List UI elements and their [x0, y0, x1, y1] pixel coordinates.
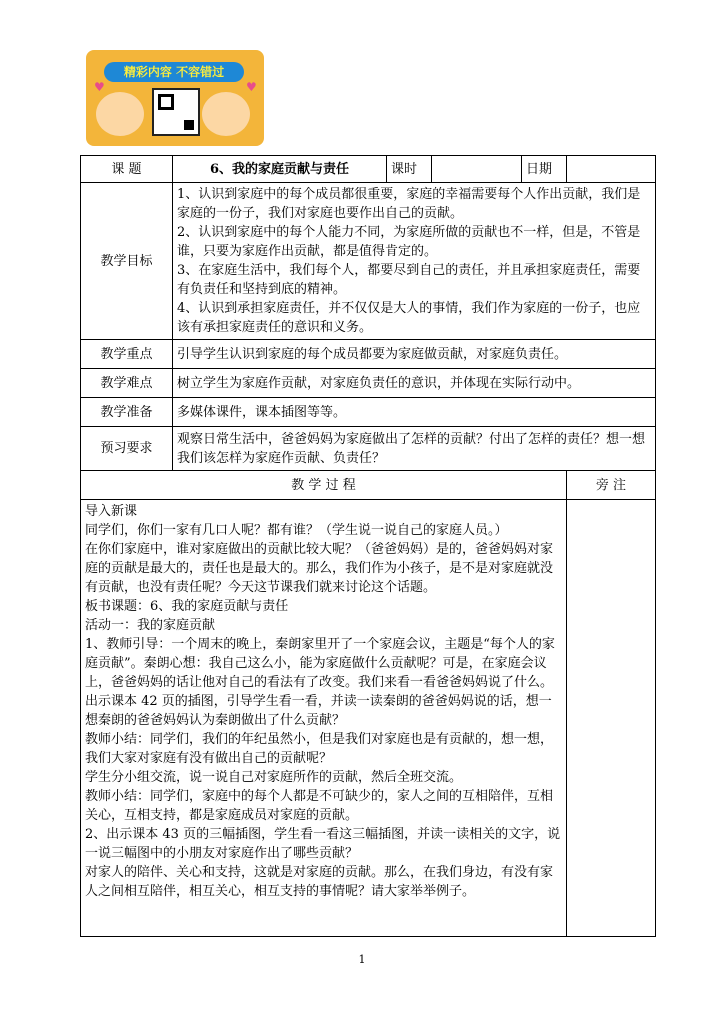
qr-code-icon — [152, 88, 200, 136]
date-label: 日期 — [522, 156, 567, 183]
process-paragraph: 同学们，你们一家有几口人呢？都有谁？（学生说一说自己的家庭人员。） — [85, 523, 508, 538]
process-paragraph: 教师小结：同学们，家庭中的每个人都是不可缺少的，家人之间的互相陪伴，互相关心，互相支持，都是家庭成员对家庭的贡献。 — [85, 789, 554, 823]
goals-content — [173, 183, 656, 340]
goal-item: 2、认识到家庭中的每个人能力不同，为家庭所做的贡献也不一样，但是，不管是谁，只要为家庭作出贡献，都是值得肯定的。 — [177, 225, 641, 259]
preparation-label: 教学准备 — [81, 398, 173, 427]
preview-text: 观察日常生活中，爸爸妈妈为家庭做出了怎样的贡献？付出了怎样的责任？想一想我们该怎样为家庭作贡献、负责任？ — [173, 427, 656, 471]
date-value — [567, 156, 656, 183]
notes-header: 旁 注 — [567, 471, 656, 500]
lesson-label: 课 题 — [81, 156, 173, 183]
difficulties-label: 教学难点 — [81, 369, 173, 398]
process-content — [81, 500, 567, 937]
lesson-plan-table — [80, 155, 656, 937]
process-paragraph: 2、出示课本 43 页的三幅插图，学生看一看这三幅插图，并读一读相关的文字，说一说三幅图中的小朋友对家庭作出了哪些贡献？ — [85, 827, 561, 861]
key-points-text: 引导学生认识到家庭的每个成员都要为家庭做贡献，对家庭负责任。 — [173, 340, 656, 369]
banner-title: 精彩内容 不容错过 — [104, 62, 244, 82]
lesson-title: 6、我的家庭贡献与责任 — [173, 156, 387, 183]
clapping-hands-icon — [96, 92, 144, 136]
difficulties-text: 树立学生为家庭作贡献，对家庭负责任的意识，并体现在实际行动中。 — [173, 369, 656, 398]
class-hours-label: 课时 — [387, 156, 432, 183]
page-number: 1 — [358, 953, 366, 966]
goal-item: 3、在家庭生活中，我们每个人，都要尽到自己的责任，并且承担家庭责任，需要有负责任和坚持到底的精神。 — [177, 263, 641, 297]
process-paragraph: 出示课本 42 页的插图，引导学生看一看，并读一读秦朗的爸爸妈妈说的话，想一想秦朗的爸爸妈妈认为秦朗做出了什么贡献？ — [85, 694, 552, 728]
goal-item: 1、认识到家庭中的每个成员都很重要，家庭的幸福需要每个人作出贡献，我们是家庭的一份子，我们对家庭也要作出自己的贡献。 — [177, 187, 641, 221]
heart-icon: ♥ — [94, 80, 105, 94]
goal-item: 4、认识到承担家庭责任，并不仅仅是大人的事情，我们作为家庭的一份子，也应该有承担家庭责任的意识和义务。 — [177, 301, 641, 335]
class-hours-value — [432, 156, 522, 183]
process-paragraph: 板书课题：6、我的家庭贡献与责任 — [85, 599, 289, 614]
process-paragraph: 对家人的陪伴、关心和支持，这就是对家庭的贡献。那么，在我们身边，有没有家人之间相互陪伴，相互关心，相互支持的事情呢？请大家举举例子。 — [85, 865, 554, 899]
process-paragraph: 活动一：我的家庭贡献 — [85, 618, 216, 633]
goals-label: 教学目标 — [81, 183, 173, 340]
process-paragraph: 在你们家庭中，谁对家庭做出的贡献比较大呢？（爸爸妈妈）是的，爸爸妈妈对家庭的贡献是最大的，责任也是最大的。那么，我们作为小孩子，是不是对家庭就没有贡献，也没有责任呢？今天这节课我们就来讨论这个话题。 — [85, 542, 554, 595]
process-header: 教 学 过 程 — [81, 471, 567, 500]
process-paragraph: 教师小结：同学们，我们的年纪虽然小，但是我们对家庭也是有贡献的，想一想，我们大家对家庭有没有做出自己的贡献呢？ — [85, 732, 554, 766]
heart-icon: ♥ — [246, 80, 257, 94]
notes-column — [567, 500, 656, 937]
clapping-hands-icon — [202, 92, 250, 136]
process-paragraph: 学生分小组交流，说一说自己对家庭所作的贡献，然后全班交流。 — [85, 770, 463, 785]
process-paragraph: 导入新课 — [85, 504, 138, 519]
key-points-label: 教学重点 — [81, 340, 173, 369]
process-paragraph: 1、教师引导：一个周末的晚上，秦朗家里开了一个家庭会议，主题是“每个人的家庭贡献”。秦朗心想：我自己这么小，能为家庭做什么贡献呢？可是，在家庭会议上，爸爸妈妈的话让他对自己的看法有了改变。我们来看一看爸爸妈妈说了什么。 — [85, 637, 555, 690]
preparation-text: 多媒体课件，课本插图等等。 — [173, 398, 656, 427]
preview-label: 预习要求 — [81, 427, 173, 471]
